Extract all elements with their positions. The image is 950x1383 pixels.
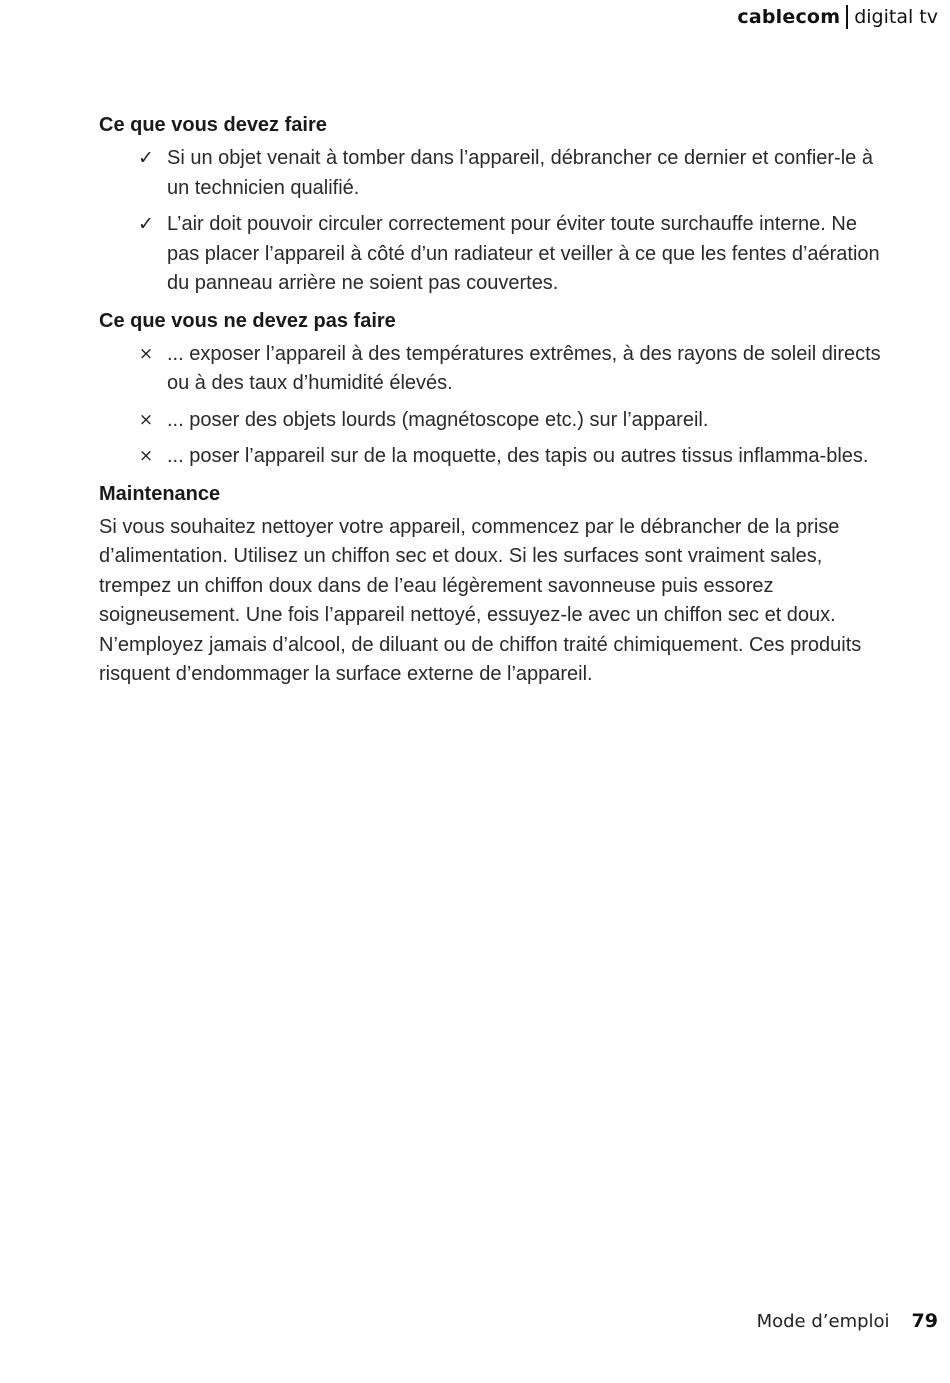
header-divider xyxy=(846,5,848,29)
page-number: 79 xyxy=(911,1310,938,1332)
do-list-item xyxy=(99,144,889,203)
checkmark-icon: ✓ xyxy=(138,147,154,169)
dont-list-item xyxy=(99,340,889,399)
dont-item-text: ... exposer l’appareil à des températures extrêmes, à des rayons de soleil directs ou à des taux d’humidité élevés. xyxy=(167,342,881,394)
page-footer xyxy=(757,1310,938,1332)
section-title-maintenance: Maintenance xyxy=(99,482,221,505)
do-list-item xyxy=(99,210,889,299)
do-list xyxy=(99,144,889,299)
section-title-do: Ce que vous devez faire xyxy=(99,114,327,136)
brand-logo: cablecom xyxy=(737,6,841,28)
footer-label: Mode d’emploi xyxy=(756,1311,890,1332)
cross-icon: × xyxy=(138,343,154,364)
checkmark-icon: ✓ xyxy=(138,213,154,235)
dont-list-item xyxy=(99,442,889,472)
cross-icon: × xyxy=(138,409,154,430)
dont-list-item xyxy=(99,406,889,436)
maintenance-paragraph: Si vous souhaitez nettoyer votre appareil, commencez par le débrancher de la prise d’alimentation. Utilisez un chiffon sec et doux. Si les surfaces sont vraiment sales, trempez un chiffon doux dans de l’eau légèrement savonneuse puis essorez soigneusement. Une fois l’appareil nettoyé, essuyez-le avec un chiffon sec et doux. N’employez jamais d’alcool, de diluant ou de chiffon traité chimiquement. Ces produits risquent d’endommager la surface externe de l’appareil. xyxy=(99,515,862,685)
dont-item-text: ... poser l’appareil sur de la moquette, des tapis ou autres tissus inflamma-bles. xyxy=(167,445,869,467)
product-name: digital tv xyxy=(854,6,938,28)
cross-icon: × xyxy=(138,446,154,466)
do-item-text: Si un objet venait à tomber dans l’appareil, débrancher ce dernier et confier-le à un technicien qualifié. xyxy=(167,147,873,199)
dont-list xyxy=(99,340,889,472)
section-title-dont: Ce que vous ne devez pas faire xyxy=(99,309,396,332)
dont-item-text: ... poser des objets lourds (magnétoscope etc.) sur l’appareil. xyxy=(167,408,709,431)
document-body xyxy=(99,110,889,690)
page-header xyxy=(737,4,938,30)
do-item-text: L’air doit pouvoir circuler correctement pour éviter toute surchauffe interne. Ne pas placer l’appareil à côté d’un radiateur et veiller à ce que les fentes d’aération du panneau arrière ne soient pas couvertes. xyxy=(167,213,880,294)
